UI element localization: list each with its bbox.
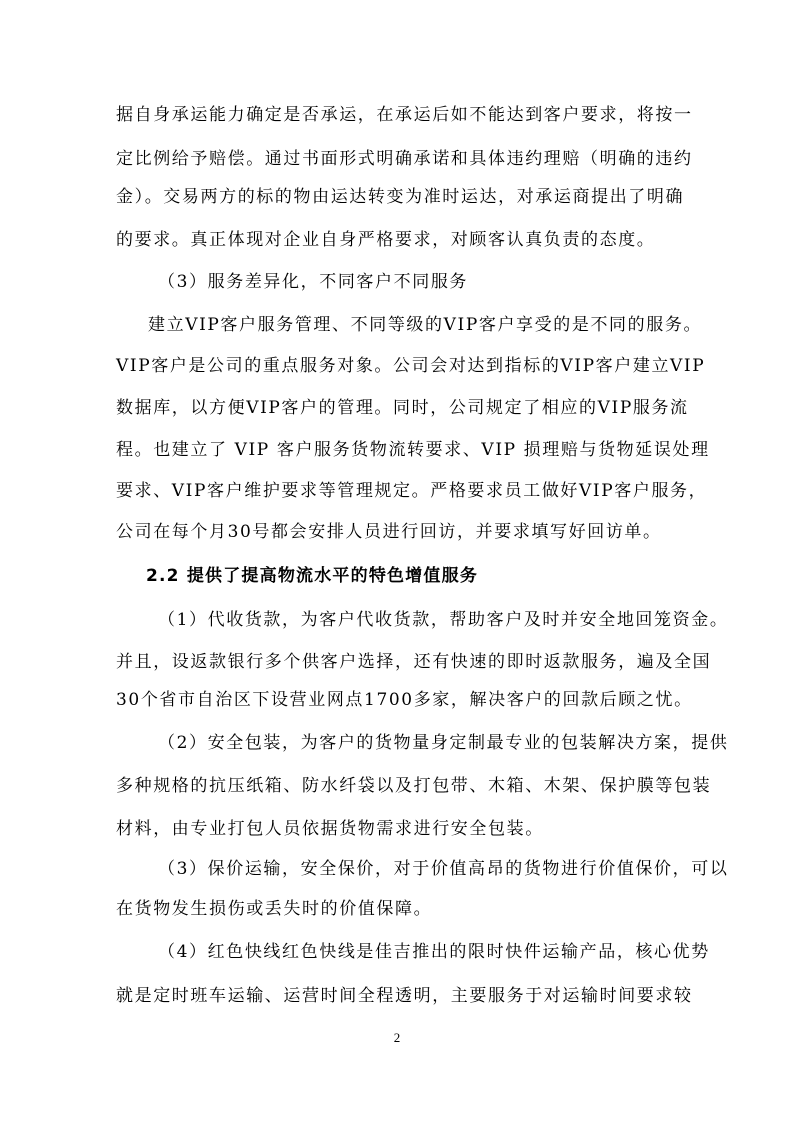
paragraph-line: VIP客户是公司的重点服务对象。公司会对达到指标的VIP客户建立VIP <box>116 356 706 376</box>
paragraph-line: （1）代收货款，为客户代收货款，帮助客户及时并安全地回笼资金。 <box>158 610 729 630</box>
paragraph-line: 公司在每个月30号都会安排人员进行回访，并要求填写好回访单。 <box>116 522 662 542</box>
paragraph-line: 并且，设返款银行多个供客户选择，还有快速的即时返款服务，遍及全国 <box>116 652 712 672</box>
paragraph-line: 程。也建立了 VIP 客户服务货物流转要求、VIP 损理赔与货物延误处理 <box>116 440 710 460</box>
paragraph-line: （2）安全包装，为客户的货物量身定制最专业的包装解决方案，提供 <box>158 733 729 753</box>
paragraph-line: 多种规格的抗压纸箱、防水纤袋以及打包带、木箱、木架、保护膜等包装 <box>116 776 712 796</box>
subheading-line: （3）服务差异化，不同客户不同服务 <box>158 272 469 292</box>
paragraph-line: 据自身承运能力确定是否承运，在承运后如不能达到客户要求，将按一 <box>116 105 693 125</box>
paragraph-line: 在货物发生损伤或丢失时的价值保障。 <box>116 899 433 919</box>
paragraph-line: （4）红色快线红色快线是佳吉推出的限时快件运输产品，核心优势 <box>158 942 710 962</box>
paragraph-line: 建立VIP客户服务管理、不同等级的VIP客户享受的是不同的服务。 <box>148 315 703 335</box>
paragraph-line: 的要求。真正体现对企业自身严格要求，对顾客认真负责的态度。 <box>116 230 656 250</box>
paragraph-line: 金）。交易两方的标的物由运达转变为准时运达，对承运商提出了明确 <box>116 187 685 207</box>
page-number: 2 <box>393 1030 401 1045</box>
paragraph-line: （3）保价运输，安全保价，对于价值高昂的货物进行价值保价，可以 <box>158 859 729 879</box>
paragraph-line: 数据库，以方便VIP客户的管理。同时，公司规定了相应的VIP服务流 <box>116 398 689 418</box>
paragraph-line: 材料，由专业打包人员依据货物需求进行安全包装。 <box>116 819 544 839</box>
section-heading: 2.2 提供了提高物流水平的特色增值服务 <box>146 566 479 586</box>
paragraph-line: 30个省市自治区下设营业网点1700多家，解决客户的回款后顾之忧。 <box>116 690 693 710</box>
paragraph-line: 要求、VIP客户维护要求等管理规定。严格要求员工做好VIP客户服务， <box>116 481 708 501</box>
paragraph-line: 就是定时班车运输、运营时间全程透明，主要服务于对运输时间要求较 <box>116 986 693 1006</box>
paragraph-line: 定比例给予赔偿。通过书面形式明确承诺和具体违约理赔（明确的违约 <box>116 149 693 169</box>
